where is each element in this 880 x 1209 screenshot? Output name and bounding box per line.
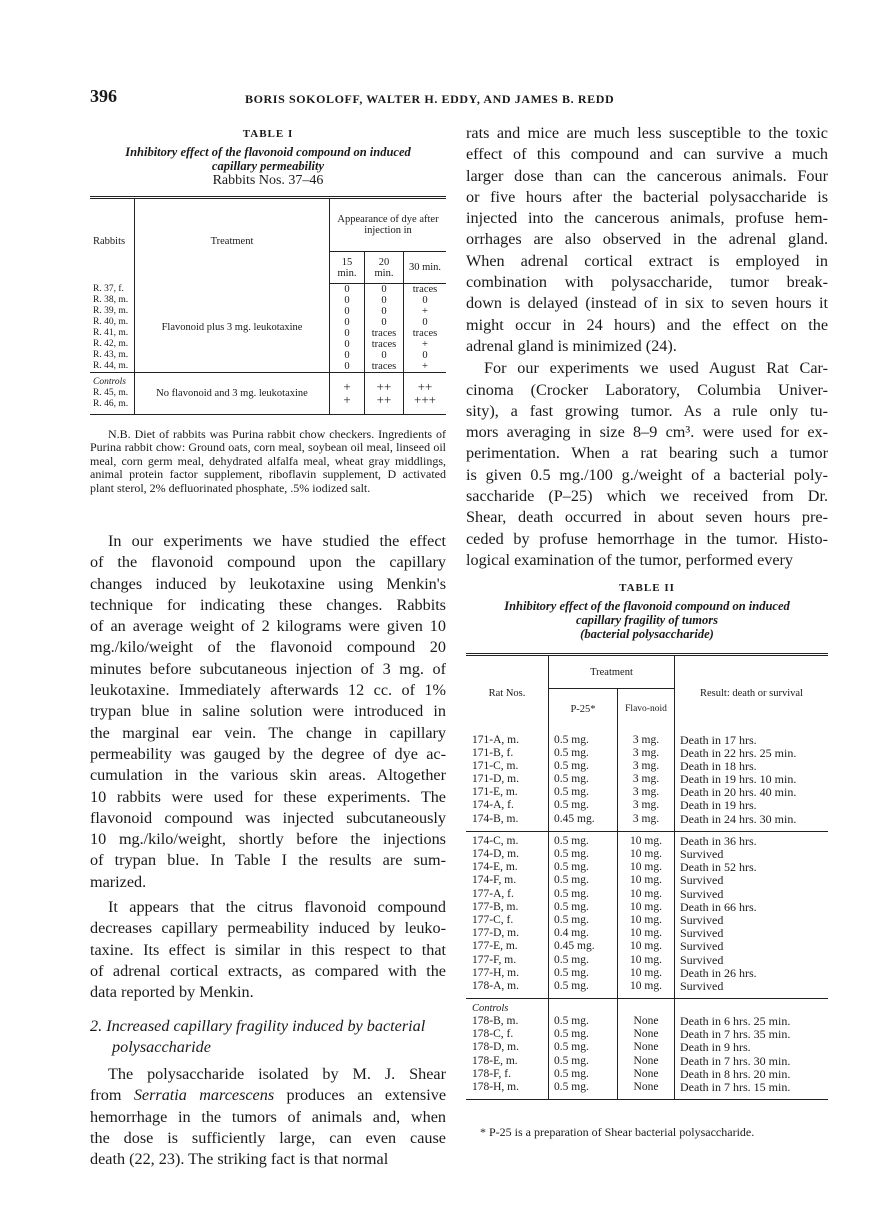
table2: [466, 653, 828, 1100]
table1-header-30: 30 min.: [404, 252, 447, 284]
table1-subtitle: Rabbits Nos. 37–46: [212, 173, 324, 188]
right-paragraph-1: [466, 123, 828, 357]
text-line: orrhages are also observed in the adrenal gland.: [466, 230, 828, 249]
text-line: injected into the cancerous animals, profuse hem-: [466, 209, 828, 228]
table2-col-result: Death in 6 hrs. 25 min. Death in 7 hrs. 35 min. Death in 9 hrs. Death in 7 hrs. 30 min. Death in 8 hrs. 20 min. Death in 7 hrs. 15 min.: [680, 1014, 791, 1094]
table1-header-20: 20 min.: [365, 252, 404, 284]
text-line: of trypan blue. In Table I the results are sum-: [90, 851, 446, 870]
table2-col-flavo: 3 mg. 3 mg. 3 mg. 3 mg. 3 mg. 3 mg. 3 mg.: [618, 731, 675, 832]
table2-row-group: [466, 831, 828, 998]
table1-group2-30: ++ +++: [414, 378, 436, 407]
table2-col-result: Death in 36 hrs. Survived Death in 52 hrs. Survived Survived Death in 66 hrs. Survived Survived Survived Survived Death in 26 hrs. Survived: [680, 833, 757, 993]
table1-group2-20: ++ ++: [365, 373, 404, 415]
table1-caption: TABLE I: [242, 128, 294, 140]
text-line: might occur in 24 hours) and the effect on the: [466, 315, 828, 334]
text-line: 10 mg./kilo/weight, shortly before the injections: [90, 830, 446, 849]
table2-col-p25: 0.5 mg. 0.5 mg. 0.5 mg. 0.5 mg. 0.5 mg. 0.5 mg.: [549, 999, 618, 1100]
table2-title-1: Inhibitory effect of the flavonoid compound on induced: [504, 599, 790, 613]
table2-header-rat: Rat Nos.: [466, 655, 549, 731]
right-paragraph-2: [466, 358, 828, 571]
left-paragraph-2: [90, 897, 446, 1003]
text-line: mg./kilo/weight of the flavonoid compound 20: [90, 638, 446, 657]
table1-note: N.B. Diet of rabbits was Purina rabbit chow checkers. Ingredients of Purina rabbit chow: Ground oats, corn meal, soybean oil meal, linseed oil meal, corn germ meal, dehydrated alfalfa meal, wheat gray middlings, animal protein factor supplement, riboflavin supplement, D activated plant sterol, 2% defluorinated phosphate, .5% iodized salt.: [90, 427, 446, 495]
table1-group2-15: + +: [330, 373, 365, 415]
text-line: adrenal gland is minimized (24).: [466, 336, 677, 355]
table2-header-result: Result: death or survival: [700, 687, 803, 699]
text-line: death (22, 23). The striking fact is that normal: [90, 1150, 389, 1169]
text-line: saccharide (P–25) which we received from Dr.: [466, 487, 828, 506]
table2-footnote: * P-25 is a preparation of Shear bacterial polysaccharide.: [480, 1125, 755, 1139]
table2-block: [466, 582, 828, 641]
text-line: down is delayed (instead of in six to seven hours it: [466, 294, 828, 313]
text-line: of the flavonoid compound upon the capillary: [90, 553, 446, 572]
table1-title-1: Inhibitory effect of the flavonoid compound on induced: [125, 145, 411, 159]
text-line: hemorrhage in the tumors of animals and, when: [90, 1107, 446, 1126]
running-head: BORIS SOKOLOFF, WALTER H. EDDY, AND JAMES B. REDD: [245, 92, 615, 106]
table1-title-2: capillary permeability: [211, 159, 325, 173]
text-line: taxine. Its effect is similar in this respect to that: [90, 940, 446, 959]
text-line: cumulation in the various skin areas. Altogether: [90, 766, 446, 785]
table1-group1-20: 0 0 0 0 traces traces 0 traces: [365, 284, 404, 373]
table1-group1-15: 0 0 0 0 0 0 0 0: [330, 284, 365, 373]
left-body-text: [90, 531, 446, 1171]
table1-block: [90, 128, 446, 189]
right-body-text: [466, 123, 828, 571]
text-line: technique for indicating these changes. Rabbits: [90, 595, 446, 614]
left-paragraph-3: The polysaccharide isolated by M. J. Shear from Serratia marcescens produces an extensive hemorrhage in the tumors of animals and, when the dose is sufficiently large, can even cause death (22, 23). The striking fact is that normal: [90, 1064, 446, 1170]
text-line: When adrenal cortical extract is employed in: [466, 251, 828, 270]
text-line: the marginal ear vein. The change in capillary: [90, 723, 446, 742]
table1-header-rabbits: Rabbits: [90, 198, 135, 284]
table1-group1-rabbits: R. 37, f. R. 38, m. R. 39, m. R. 40, m. R. 41, m. R. 42, m. R. 43, m. R. 44, m.: [90, 284, 135, 373]
text-line: decreases capillary permeability induced by leuko-: [90, 919, 446, 938]
text-line: changes induced by leukotaxine using Menkin's: [90, 574, 446, 593]
table1-group2-rabbits: Controls R. 45, m. R. 46, m.: [90, 373, 135, 415]
text-line: combination with polysaccharide, tumor break-: [466, 273, 828, 292]
text-line: the dose is sufficiently large, can even cause: [90, 1129, 446, 1148]
table2-header-p25: P-25*: [549, 689, 618, 731]
table2-col-p25: 0.5 mg. 0.5 mg. 0.5 mg. 0.5 mg. 0.5 mg. 0.5 mg. 0.45 mg.: [549, 731, 618, 832]
table1-group1-treatment: Flavonoid plus 3 mg. leukotaxine: [135, 284, 330, 373]
table2-col-flavo: None None None None None None: [618, 999, 675, 1100]
table1-header-appearance: Appearance of dye after injection in: [330, 198, 447, 252]
table2-row-group: [466, 731, 828, 832]
text-line: permeability was gauged by the degree of dye ac-: [90, 744, 446, 763]
text-line: minutes before subcutaneous injection of 3 mg. of: [90, 659, 446, 678]
text-line: sity), a fast growing tumor. As a rule only tu-: [466, 401, 828, 420]
table2-header-treatment: Treatment: [549, 655, 675, 689]
table2-caption: TABLE II: [619, 582, 675, 594]
text-line: cinoma (Crocker Laboratory, Columbia Univer-: [466, 380, 828, 399]
text-line: leukotaxine. Immediately afterwards 12 cc. of 1%: [90, 681, 446, 700]
table2-col-result: Death in 17 hrs. Death in 22 hrs. 25 min. Death in 18 hrs. Death in 19 hrs. 10 min. Death in 20 hrs. 40 min. Death in 19 hrs. Death in 24 hrs. 30 min.: [680, 732, 797, 826]
table2-col-rats: Controls 178-B, m. 178-C, f. 178-D, m. 178-E, m. 178-F, f. 178-H, m.: [466, 999, 549, 1100]
text-line: Shear, death occurred in about seven hours pre-: [466, 508, 828, 527]
table2-col-flavo: 10 mg. 10 mg. 10 mg. 10 mg. 10 mg. 10 mg. 10 mg. 10 mg. 10 mg. 10 mg. 10 mg. 10 mg.: [618, 831, 675, 998]
text-line: larger dose than can the cancerous animals. Four: [466, 166, 828, 185]
text-line: mors averaging in size 8–9 cm³. were used for ex-: [466, 423, 828, 442]
text-line: rats and mice are much less susceptible to the toxic: [466, 124, 828, 142]
left-paragraph-1: [90, 531, 446, 893]
text-line: of an average weight of 2 kilograms were given 10: [90, 617, 446, 636]
table1-header-treatment: Treatment: [135, 198, 330, 284]
table2-header-flavo: Flavo-noid: [618, 689, 675, 731]
text-line: flavonoid compound was injected subcutaneously: [90, 808, 446, 827]
section-heading: 2. Increased capillary fragility induced by bacterial polysaccharide: [90, 1016, 426, 1056]
table2-col-rats: 171-A, m. 171-B, f. 171-C, m. 171-D, m. 171-E, m. 174-A, f. 174-B, m.: [466, 731, 549, 832]
text-line: logical examination of the tumor, performed every: [466, 550, 794, 569]
text-line: ceded by profuse hemorrhage in the tumor. Histo-: [466, 529, 828, 548]
text-line: marized.: [90, 872, 147, 891]
page-number: 396: [90, 86, 117, 106]
text-line: perimentation. When a rat bearing such a tumor: [466, 444, 828, 463]
table2-row-group: [466, 999, 828, 1100]
text-line: trypan blue in saline solution were introduced in: [90, 702, 446, 721]
table2-title-2: capillary fragility of tumors: [575, 613, 718, 627]
text-line: effect of this compound and can survive a much: [466, 145, 828, 164]
text-line: For our experiments we used August Rat Car-: [484, 359, 828, 378]
text-line: or five hours after the bacterial polysaccharide is: [466, 187, 828, 206]
text-line: In our experiments we have studied the effect: [108, 532, 446, 550]
table1-header-15: 15 min.: [330, 252, 365, 284]
table2-title-3: (bacterial polysaccharide): [580, 627, 714, 641]
text-line: is given 0.5 mg./100 g./weight of a bacterial poly-: [466, 465, 828, 484]
text-line: of adrenal cortical extracts, as compared with the: [90, 961, 446, 980]
text-line: data reported by Menkin.: [90, 983, 254, 1002]
text-line: 10 rabbits were used for these experiments. The: [90, 787, 446, 806]
table2-col-p25: 0.5 mg. 0.5 mg. 0.5 mg. 0.5 mg. 0.5 mg. 0.5 mg. 0.5 mg. 0.4 mg. 0.45 mg. 0.5 mg. 0.5 mg. 0.5 mg.: [549, 831, 618, 998]
table1-group2-treatment: No flavonoid and 3 mg. leukotaxine: [135, 373, 330, 415]
table1-group1-30: traces 0 + 0 traces + 0 +: [412, 284, 438, 372]
text-line: It appears that the citrus flavonoid compound: [108, 898, 446, 917]
table2-col-rats: 174-C, m. 174-D, m. 174-E, m. 174-F, m. 177-A, f. 177-B, m. 177-C, f. 177-D, m. 177-E, m. 177-F, m. 177-H, m. 178-A, m.: [466, 831, 549, 998]
table1: [90, 196, 446, 415]
